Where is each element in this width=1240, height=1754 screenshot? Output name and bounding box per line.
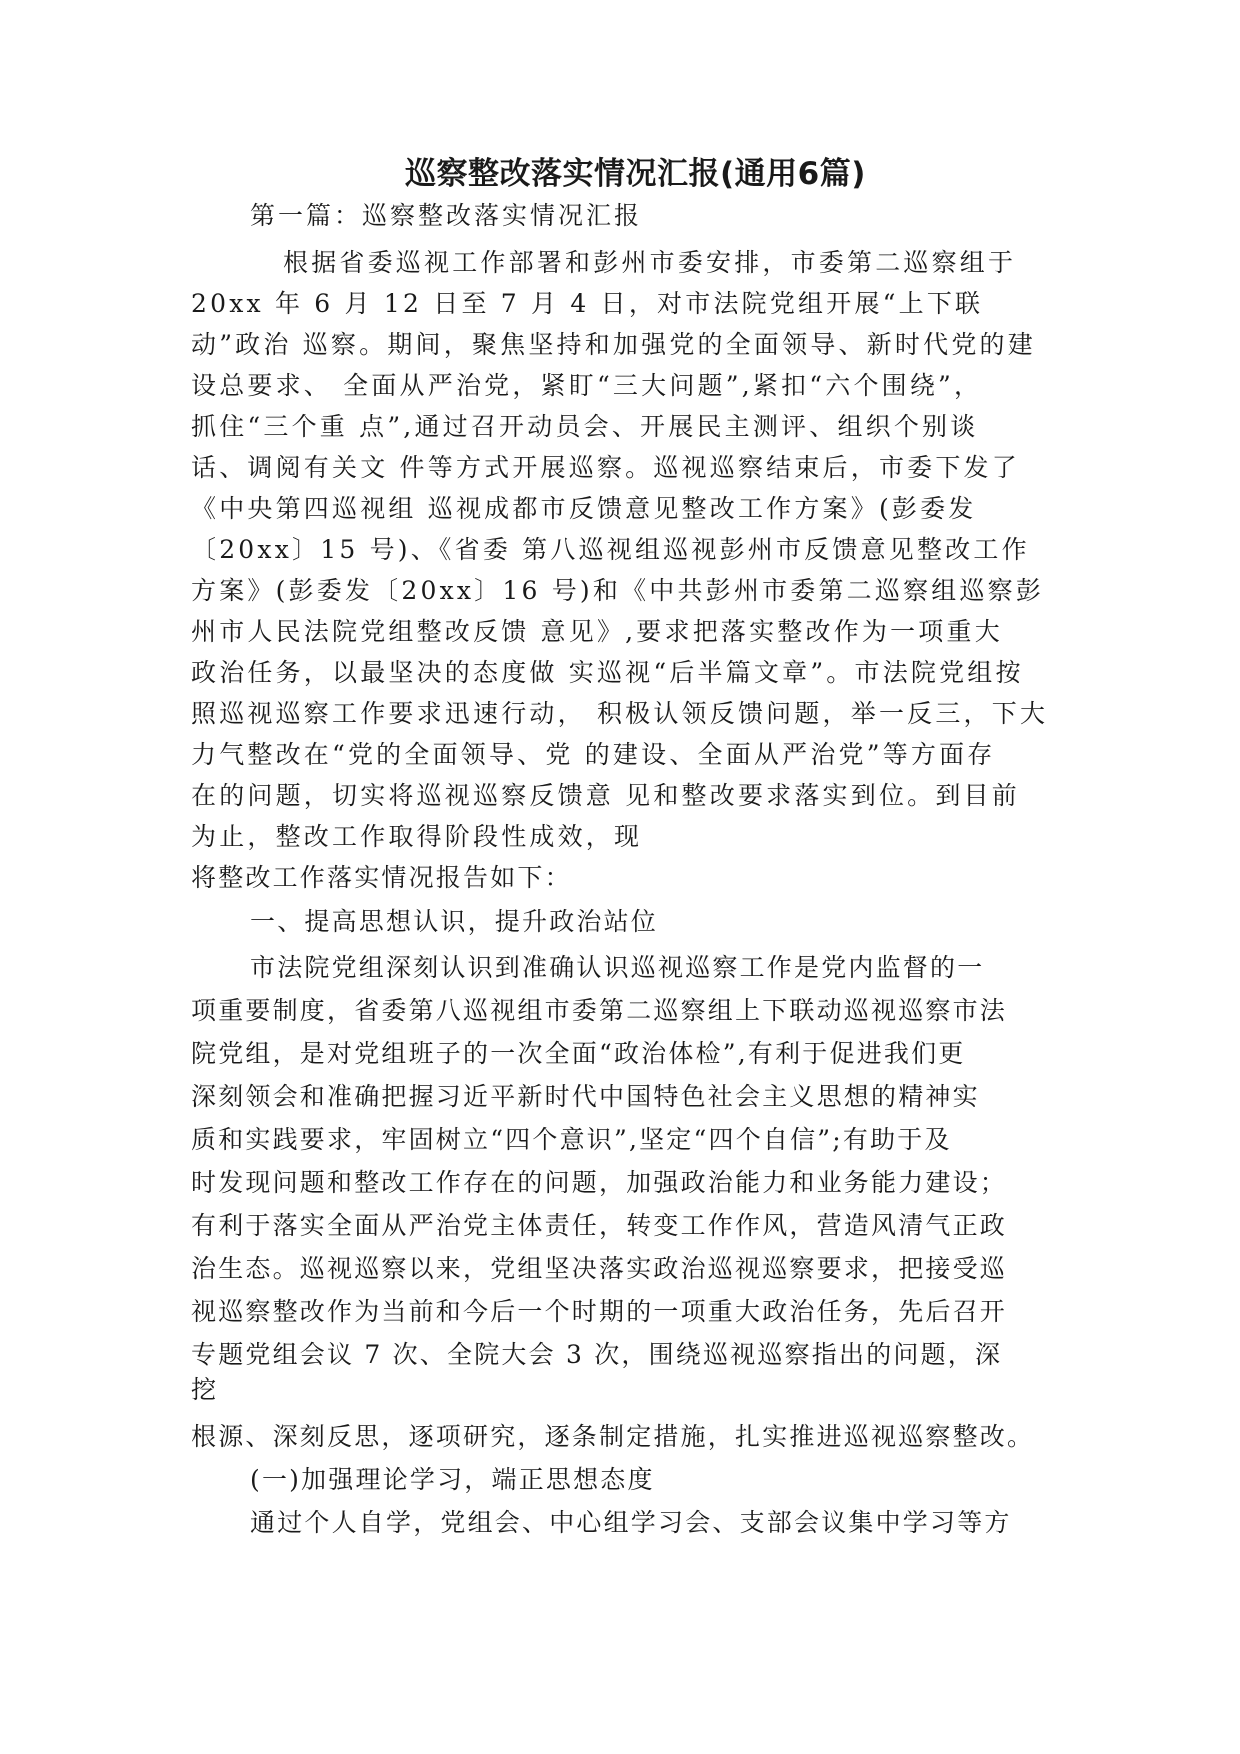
paragraph1-line: 方案》(彭委发〔20xx〕16 号)和《中共彭州市委第二巡察组巡察彭 — [191, 576, 1045, 605]
paragraph1-line: 州市人民法院党组整改反馈 意见》,要求把落实整改作为一项重大 — [191, 617, 1003, 646]
paragraph1-line: 《中央第四巡视组 巡视成都市反馈意见整改工作方案》(彭委发 — [191, 494, 977, 523]
paragraph2-line: 有利于落实全面从严治党主体责任，转变工作作风，营造风清气正政 — [191, 1211, 1008, 1240]
paragraph1-line: 抓住“三个重 点”,通过召开动员会、开展民主测评、组织个别谈 — [191, 412, 979, 441]
paragraph2-line: 院党组，是对党组班子的一次全面“政治体检”,有利于促进我们更 — [191, 1039, 966, 1068]
paragraph1-line: 政治任务，以最坚决的态度做 实巡视“后半篇文章”。市法院党组按 — [191, 658, 1024, 687]
paragraph2-line: 市法院党组深刻认识到准确认识巡视巡察工作是党内监督的一 — [250, 953, 985, 982]
section-heading-1: 一、提高思想认识，提升政治站位 — [250, 907, 659, 936]
paragraph1-line: 将整改工作落实情况报告如下： — [191, 863, 572, 892]
paragraph1-line: 20xx 年 6 月 12 日至 7 月 4 日，对市法院党组开展“上下联 — [191, 289, 984, 318]
paragraph1-line: 根据省委巡视工作部署和彭州市委安排，市委第二巡察组于 — [283, 248, 1017, 277]
paragraph1-line: 为止，整改工作取得阶段性成效，现 — [191, 822, 643, 851]
document-title: 巡察整改落实情况汇报(通用6篇) — [405, 156, 866, 192]
document-subtitle: 第一篇：巡察整改落实情况汇报 — [250, 201, 643, 230]
paragraph2-line: 项重要制度，省委第八巡视组市委第二巡察组上下联动巡视巡察市法 — [191, 996, 1008, 1025]
paragraph2-line: 视巡察整改作为当前和今后一个时期的一项重大政治任务，先后召开 — [191, 1297, 1008, 1326]
paragraph1-line: 设总要求、 全面从严治党，紧盯“三大问题”,紧扣“六个围绕”， — [191, 371, 983, 400]
paragraph2-line: 深刻领会和准确把握习近平新时代中国特色社会主义思想的精神实 — [191, 1082, 980, 1111]
paragraph1-line: 〔20xx〕15 号)、《省委 第八巡视组巡视彭州市反馈意见整改工作 — [191, 535, 1030, 564]
paragraph2-line: 治生态。巡视巡察以来，党组坚决落实政治巡视巡察要求，把接受巡 — [191, 1254, 1008, 1283]
paragraph1-line: 照巡视巡察工作要求迅速行动， 积极认领反馈问题，举一反三，下大 — [191, 699, 1049, 728]
paragraph1-line: 在的问题，切实将巡视巡察反馈意 见和整改要求落实到位。到目前 — [191, 781, 1020, 810]
paragraph1-line: 话、调阅有关文 件等方式开展巡察。巡视巡察结束后，市委下发了 — [191, 453, 1020, 482]
paragraph1-line: 力气整改在“党的全面领导、党 的建设、全面从严治党”等方面存 — [191, 740, 996, 769]
section-heading-2: (一)加强理论学习，端正思想态度 — [250, 1465, 655, 1494]
paragraph2-line: 时发现问题和整改工作存在的问题，加强政治能力和业务能力建设； — [191, 1168, 1008, 1197]
paragraph2-line: 质和实践要求，牢固树立“四个意识”,坚定“四个自信”;有助于及 — [191, 1125, 952, 1154]
paragraph3-line: 通过个人自学，党组会、中心组学习会、支部会议集中学习等方 — [250, 1508, 1012, 1537]
paragraph2-line: 专题党组会议 7 次、全院大会 3 次，围绕巡视巡察指出的问题，深 — [191, 1340, 1003, 1369]
paragraph1-line: 动”政治 巡察。期间，聚焦坚持和加强党的全面领导、新时代党的建 — [191, 330, 1036, 359]
paragraph2-line: 根源、深刻反思，逐项研究，逐条制定措施，扎实推进巡视巡察整改。 — [191, 1422, 1035, 1451]
paragraph2-line: 挖 — [191, 1375, 219, 1404]
